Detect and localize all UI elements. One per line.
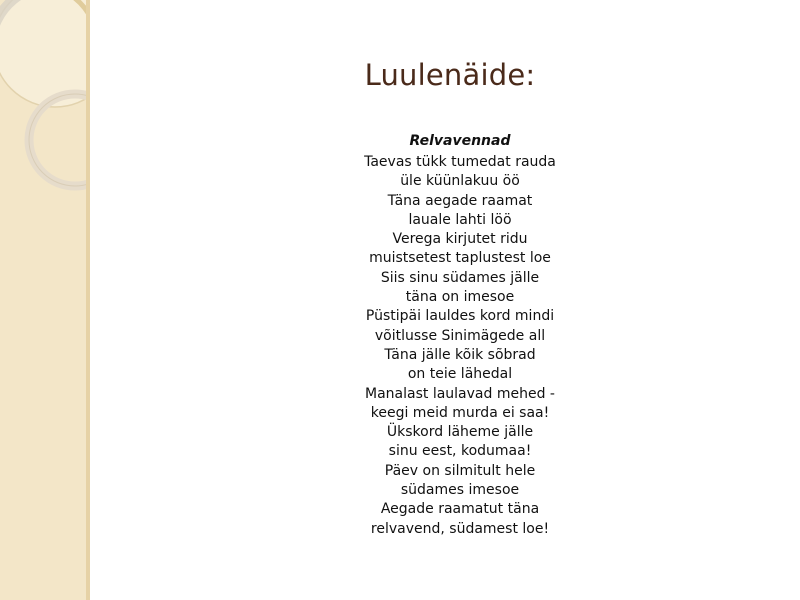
poem-line: Päev on silmitult hele	[384, 462, 536, 479]
poem-line: Manalast laulavad mehed -	[365, 385, 555, 402]
poem-line: muistsetest taplustest loe	[369, 250, 551, 267]
poem-line: Aegade raamatut täna	[380, 501, 540, 518]
poem-line: Püstipäi lauldes kord mindi	[365, 308, 555, 325]
poem-line: on teie lähedal	[407, 366, 513, 383]
poem-line: keegi meid murda ei saa!	[370, 404, 550, 421]
poem-line: täna on imesoe	[405, 289, 515, 306]
slide-title: Luulenäide:	[364, 58, 536, 92]
poem-line: südames imesoe	[400, 482, 520, 499]
poem-line: Täna aegade raamat	[387, 192, 533, 209]
decorative-ring	[29, 94, 90, 186]
poem-line: Ükskord läheme jälle	[386, 424, 534, 441]
sidebar-edge	[86, 0, 90, 600]
poem-line: Taevas tükk tumedat rauda	[364, 154, 556, 170]
poem-line: Täna jälle kõik sõbrad	[384, 346, 536, 363]
poem-line: sinu eest, kodumaa!	[388, 443, 532, 460]
poem-line: üle küünlakuu öö	[400, 173, 520, 190]
poem-line: võitlusse Sinimägede all	[374, 327, 546, 344]
poem	[310, 131, 610, 539]
poem-line: lauale lahti löö	[408, 211, 512, 228]
decorative-circles-graphic	[0, 0, 90, 600]
decorative-sidebar	[0, 0, 90, 600]
poem-title: Relvavennad	[409, 133, 511, 149]
poem-line: relvavend, südamest loe!	[370, 520, 550, 537]
poem-line: Verega kirjutet ridu	[392, 231, 528, 248]
poem-line: Siis sinu südames jälle	[380, 269, 540, 286]
